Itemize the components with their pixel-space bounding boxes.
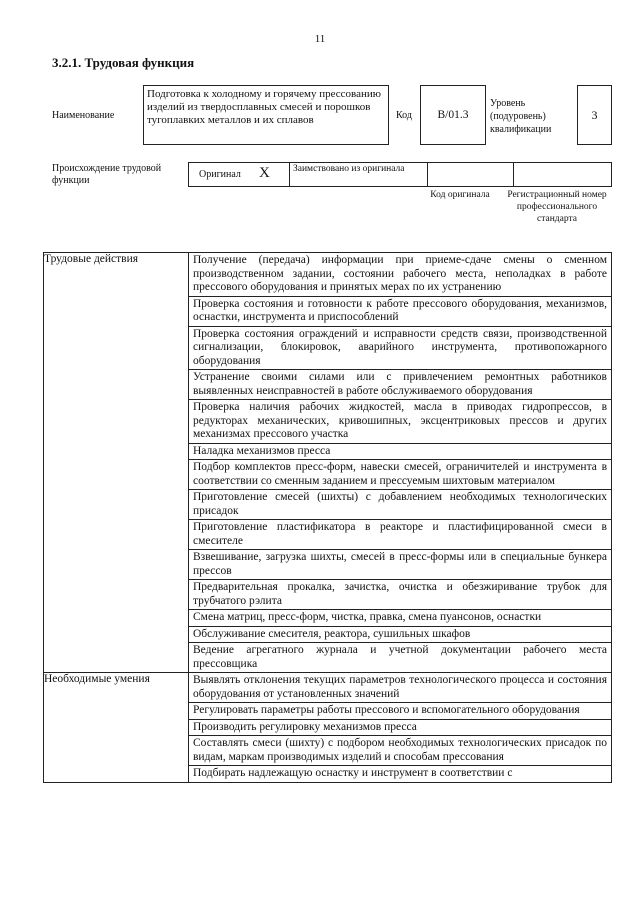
origin-label: Происхождение трудовой функции xyxy=(52,163,162,186)
origin-row xyxy=(188,162,612,187)
table-item: Наладка механизмов пресса xyxy=(189,444,611,461)
code-value-box: B/01.3 xyxy=(420,85,486,145)
level-value-box: 3 xyxy=(577,85,612,145)
labor-actions-row xyxy=(44,253,612,673)
original-mark: X xyxy=(259,165,270,181)
level-label: Уровень (подуровень) квалификации xyxy=(490,98,552,135)
original-code-cell xyxy=(427,162,514,187)
table-item: Взвешивание, загрузка шихты, смесей в пресс-формы или в специальные бункера прессов xyxy=(189,550,611,580)
table-item: Смена матриц, пресс-форм, чистка, правка, смена пуансонов, оснастки xyxy=(189,610,611,627)
table-item: Выявлять отклонения текущих параметров технологического процесса и состояния оборудования от установленных значений xyxy=(189,673,611,703)
reg-number-note: Регистрационный номер профессионального стандарта xyxy=(507,190,607,224)
page-number: 11 xyxy=(314,33,326,45)
table-item: Ведение агрегатного журнала и учетной документации рабочего места прессовщика xyxy=(193,644,607,670)
reg-number-cell xyxy=(513,162,612,187)
table-item: Устранение своими силами или с привлечением ремонтных работников выявленных неисправностей в работе обслуживаемого оборудования xyxy=(189,370,611,400)
table-item: Подбор комплектов пресс-форм, навески смесей, ограничителей и инструмента в соответствии со сменным заданием и прессуемым шихтовым материалом xyxy=(189,460,611,490)
labor-actions-list xyxy=(189,253,612,673)
table-item: Получение (передача) информации при приеме-сдаче смены о сменном производственном задании, состоянии рабочего места, неполадках в работе прессового оборудования и принятых мерах по их устранению xyxy=(189,253,611,297)
table-item: Проверка наличия рабочих жидкостей, масла в приводах гидропрессов, в редукторах механических, кривошипных, эксцентриковых прессов и других механизмах прессового участка xyxy=(189,400,611,444)
skills-label: Необходимые умения xyxy=(44,673,189,783)
name-label: Наименование xyxy=(52,110,115,121)
table-item: Подбирать надлежащую оснастку и инструмент в соответствии с xyxy=(193,767,513,779)
table-item: Регулировать параметры работы прессового и вспомогательного оборудования xyxy=(189,703,611,720)
borrowed-label: Заимствовано из оригинала xyxy=(289,162,428,187)
function-name-box: Подготовка к холодному и горячему прессованию изделий из твердосплавных смесей и порошков тугоплавких металлов и их сплавов xyxy=(143,85,389,145)
table-item: Проверка состояния ограждений и исправности средств связи, производственной сигнализации, блокировок, аварийного инструмента, противопожарного оборудования xyxy=(189,327,611,371)
skills-list xyxy=(189,673,612,783)
labor-actions-label: Трудовые действия xyxy=(44,253,189,673)
table-item: Проверка состояния и готовности к работе прессового оборудования, механизмов, оснастки, инструмента и приспособлений xyxy=(189,297,611,327)
table-item: Производить регулировку механизмов пресса xyxy=(189,720,611,737)
function-table xyxy=(43,252,612,783)
skills-row xyxy=(44,673,612,783)
origin-original-cell xyxy=(188,162,290,187)
table-item: Составлять смеси (шихту) с подбором необходимых технологических присадок по видам, маркам производимых изделий и способам прессования xyxy=(189,736,611,766)
table-item: Обслуживание смесителя, реактора, сушильных шкафов xyxy=(189,627,611,644)
code-original-note: Код оригинала xyxy=(430,190,490,200)
code-label: Код xyxy=(396,110,412,121)
table-item: Приготовление пластификатора в реакторе и пластифицированной смеси в смесителе xyxy=(189,520,611,550)
table-item: Предварительная прокалка, зачистка, очистка и обезжиривание трубок для трубчатого рэлита xyxy=(189,580,611,610)
section-title: 3.2.1. Трудовая функция xyxy=(52,55,195,70)
original-label: Оригинал xyxy=(199,169,241,180)
table-item: Приготовление смесей (шихты) с добавлением необходимых технологических присадок xyxy=(189,490,611,520)
